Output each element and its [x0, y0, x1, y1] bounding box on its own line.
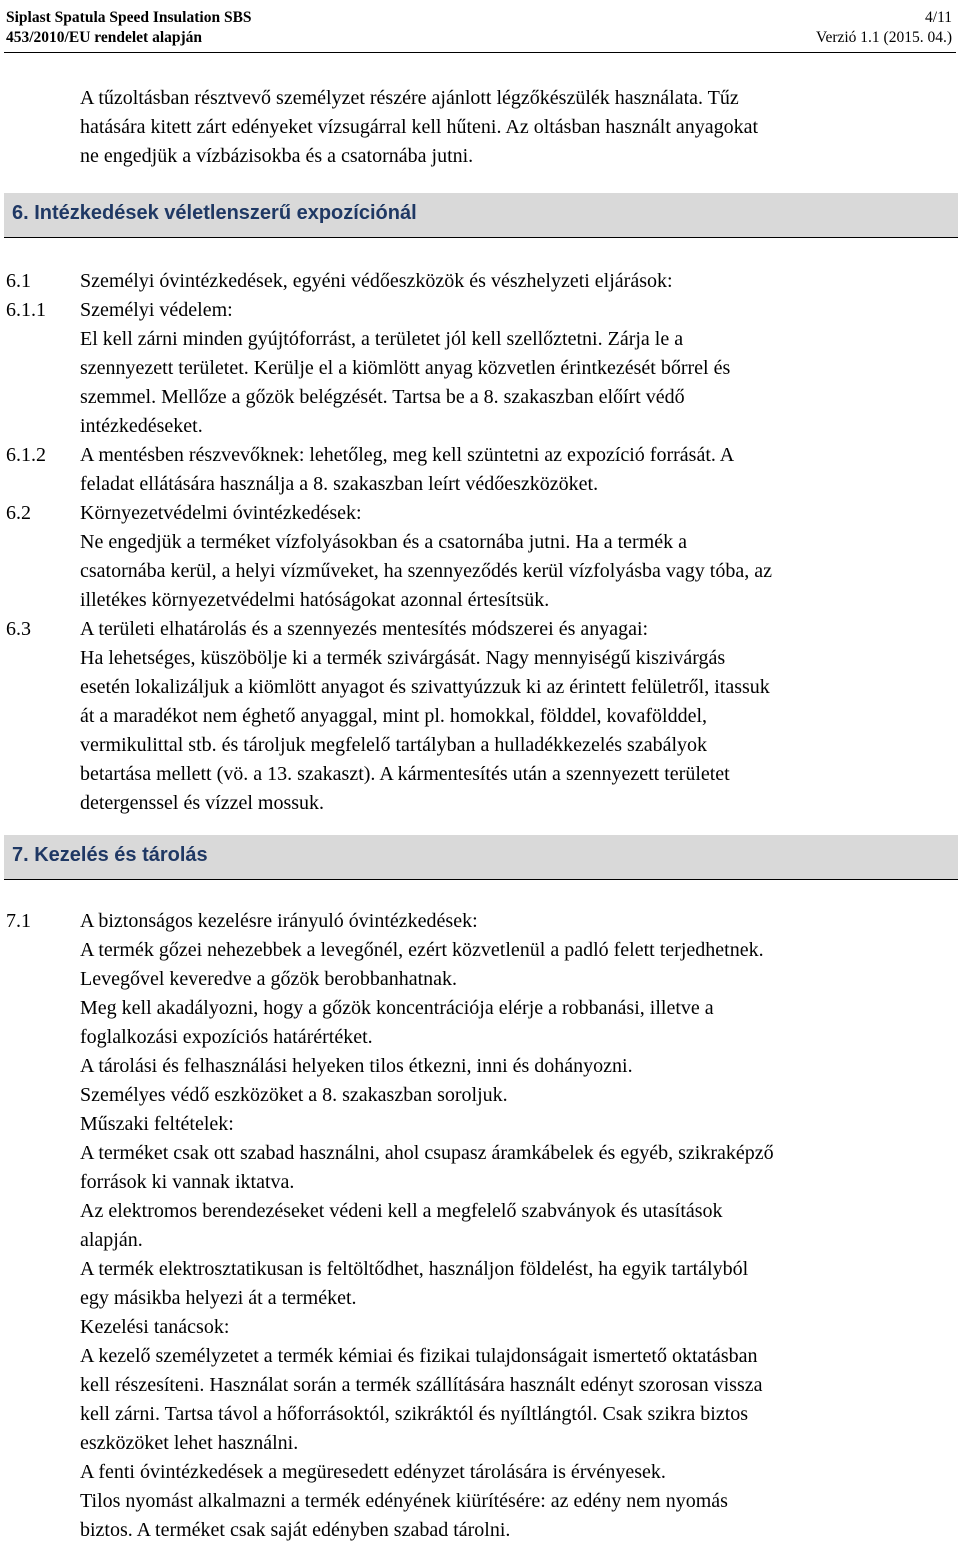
subsection-6-3-number: 6.3	[6, 618, 31, 640]
paragraph-line: kell részesíteni. Használat során a termék szállítására használt edényt szorosan vissza	[80, 1374, 763, 1396]
paragraph-line: foglalkozási expozíciós határértéket.	[80, 1026, 373, 1048]
section-6-title: 6. Intézkedések véletlenszerű expozíciónál	[12, 202, 417, 224]
paragraph-line: A tárolási és felhasználási helyeken tilos étkezni, inni és dohányozni.	[80, 1055, 633, 1077]
paragraph-line: Kezelési tanácsok:	[80, 1316, 230, 1338]
paragraph-line: esetén lokalizáljuk a kiömlött anyagot és szivattyúzzuk ki az érintett felületről, itassuk	[80, 676, 770, 698]
paragraph-line: források ki vannak iktatva.	[80, 1171, 295, 1193]
paragraph-line: biztos. A terméket csak saját edényben szabad tárolni.	[80, 1519, 511, 1541]
paragraph-line: Ne engedjük a terméket vízfolyásokban és a csatornába jutni. Ha a termék a	[80, 531, 687, 553]
paragraph-line: szennyezett területet. Kerülje el a kiömlött anyag közvetlen érintkezését bőrrel és	[80, 357, 731, 379]
paragraph-line: szemmel. Mellőze a gőzök belégzését. Tartsa be a 8. szakaszban előírt védő	[80, 386, 685, 408]
paragraph-line: Levegővel keveredve a gőzök berobbanhatnak.	[80, 968, 458, 990]
paragraph-line: Az elektromos berendezéseket védeni kell a megfelelő szabványok és utasítások	[80, 1200, 723, 1222]
section-7-title: 7. Kezelés és tárolás	[12, 844, 208, 866]
subsection-6-1-number: 6.1	[6, 270, 31, 292]
paragraph-line: A biztonságos kezelésre irányuló óvintézkedések:	[80, 910, 478, 932]
subsection-6-2-number: 6.2	[6, 502, 31, 524]
regulation-label: 453/2010/EU rendelet alapján	[6, 29, 203, 46]
subsection-6-1-2-text	[80, 443, 940, 501]
paragraph-line: eszközöket lehet használni.	[80, 1432, 299, 1454]
paragraph-line: A termék elektrosztatikusan is feltöltődhet, használjon földelést, ha egyik tartályból	[80, 1258, 749, 1280]
paragraph-line: Környezetvédelmi óvintézkedések:	[80, 502, 362, 524]
header-rule	[4, 52, 956, 53]
paragraph-line: A terméket csak ott szabad használni, ahol csupasz áramkábelek és egyéb, szikraképző	[80, 1142, 774, 1164]
paragraph-line: A mentésben részvevőknek: lehetőleg, meg kell szüntetni az expozíció forrását. A	[80, 444, 735, 466]
paragraph-line: A termék gőzei nehezebbek a levegőnél, ezért közvetlenül a padló felett terjedhetnek.	[80, 939, 764, 961]
paragraph-line: Műszaki feltételek:	[80, 1113, 234, 1135]
paragraph-line: Tilos nyomást alkalmazni a termék edényének kiürítésére: az edény nem nyomás	[80, 1490, 728, 1512]
subsection-6-1-1-text	[80, 327, 940, 443]
version-label: Verzió 1.1 (2015. 04.)	[815, 29, 952, 46]
subsection-6-1-1-number: 6.1.1	[6, 299, 46, 321]
paragraph-line: detergenssel és vízzel mossuk.	[80, 792, 325, 814]
paragraph-line: kell zárni. Tartsa távol a hőforrásoktól, szikráktól és nyíltlángtól. Csak szikra biztos	[80, 1403, 749, 1425]
subsection-7-1-text	[80, 909, 940, 1547]
paragraph-line: vermikulittal stb. és tároljuk megfelelő tartályban a hulladékkezelés szabályok	[80, 734, 708, 756]
paragraph-line: betartása mellett (vö. a 13. szakaszt). A kármentesítés után a szennyezett területet	[80, 763, 730, 785]
paragraph-line: Személyes védő eszközöket a 8. szakaszban soroljuk.	[80, 1084, 508, 1106]
paragraph-line: El kell zárni minden gyújtóforrást, a területet jól kell szellőztetni. Zárja le a	[80, 328, 684, 350]
section-7-header	[4, 835, 958, 880]
paragraph-line: egy másikba helyezi át a terméket.	[80, 1287, 357, 1309]
subsection-6-2-text	[80, 501, 940, 617]
product-name: Siplast Spatula Speed Insulation SBS	[6, 9, 252, 26]
paragraph-line: Ha lehetséges, küszöbölje ki a termék szivárgását. Nagy mennyiségű kiszivárgás	[80, 647, 726, 669]
paragraph-line: A területi elhatárolás és a szennyezés mentesítés módszerei és anyagai:	[80, 618, 649, 640]
paragraph-line: intézkedéseket.	[80, 415, 203, 437]
subsection-6-1-2-number: 6.1.2	[6, 444, 46, 466]
subsection-6-3-text	[80, 617, 940, 820]
subsection-6-1-1-title: Személyi védelem:	[80, 299, 233, 321]
paragraph-line: át a maradékot nem éghető anyaggal, mint pl. homokkal, földdel, kovafölddel,	[80, 705, 708, 727]
intro-line: hatására kitett zárt edényeket vízsugárral kell hűteni. Az oltásban használt anyagokat	[80, 116, 759, 138]
intro-line: A tűzoltásban résztvevő személyzet részére ajánlott légzőkészülék használata. Tűz	[80, 87, 739, 109]
page-number: 4/11	[925, 9, 952, 26]
subsection-7-1-number: 7.1	[6, 910, 31, 932]
intro-text	[80, 86, 940, 173]
subsection-6-1-title: Személyi óvintézkedések, egyéni védőeszközök és vészhelyzeti eljárások:	[80, 270, 673, 292]
paragraph-line: alapján.	[80, 1229, 143, 1251]
paragraph-line: illetékes környezetvédelmi hatóságokat azonnal értesítsük.	[80, 589, 550, 611]
paragraph-line: A kezelő személyzetet a termék kémiai és fizikai tulajdonságait ismertető oktatásban	[80, 1345, 758, 1367]
paragraph-line: A fenti óvintézkedések a megüresedett edényzet tárolására is érvényesek.	[80, 1461, 666, 1483]
section-6-header	[4, 193, 958, 238]
paragraph-line: feladat ellátására használja a 8. szakaszban leírt védőeszközöket.	[80, 473, 599, 495]
paragraph-line: csatornába kerül, a helyi vízműveket, ha szennyeződés kerül vízfolyásba vagy tóba, az	[80, 560, 772, 582]
intro-line: ne engedjük a vízbázisokba és a csatornába jutni.	[80, 145, 474, 167]
paragraph-line: Meg kell akadályozni, hogy a gőzök koncentrációja elérje a robbanási, illetve a	[80, 997, 714, 1019]
